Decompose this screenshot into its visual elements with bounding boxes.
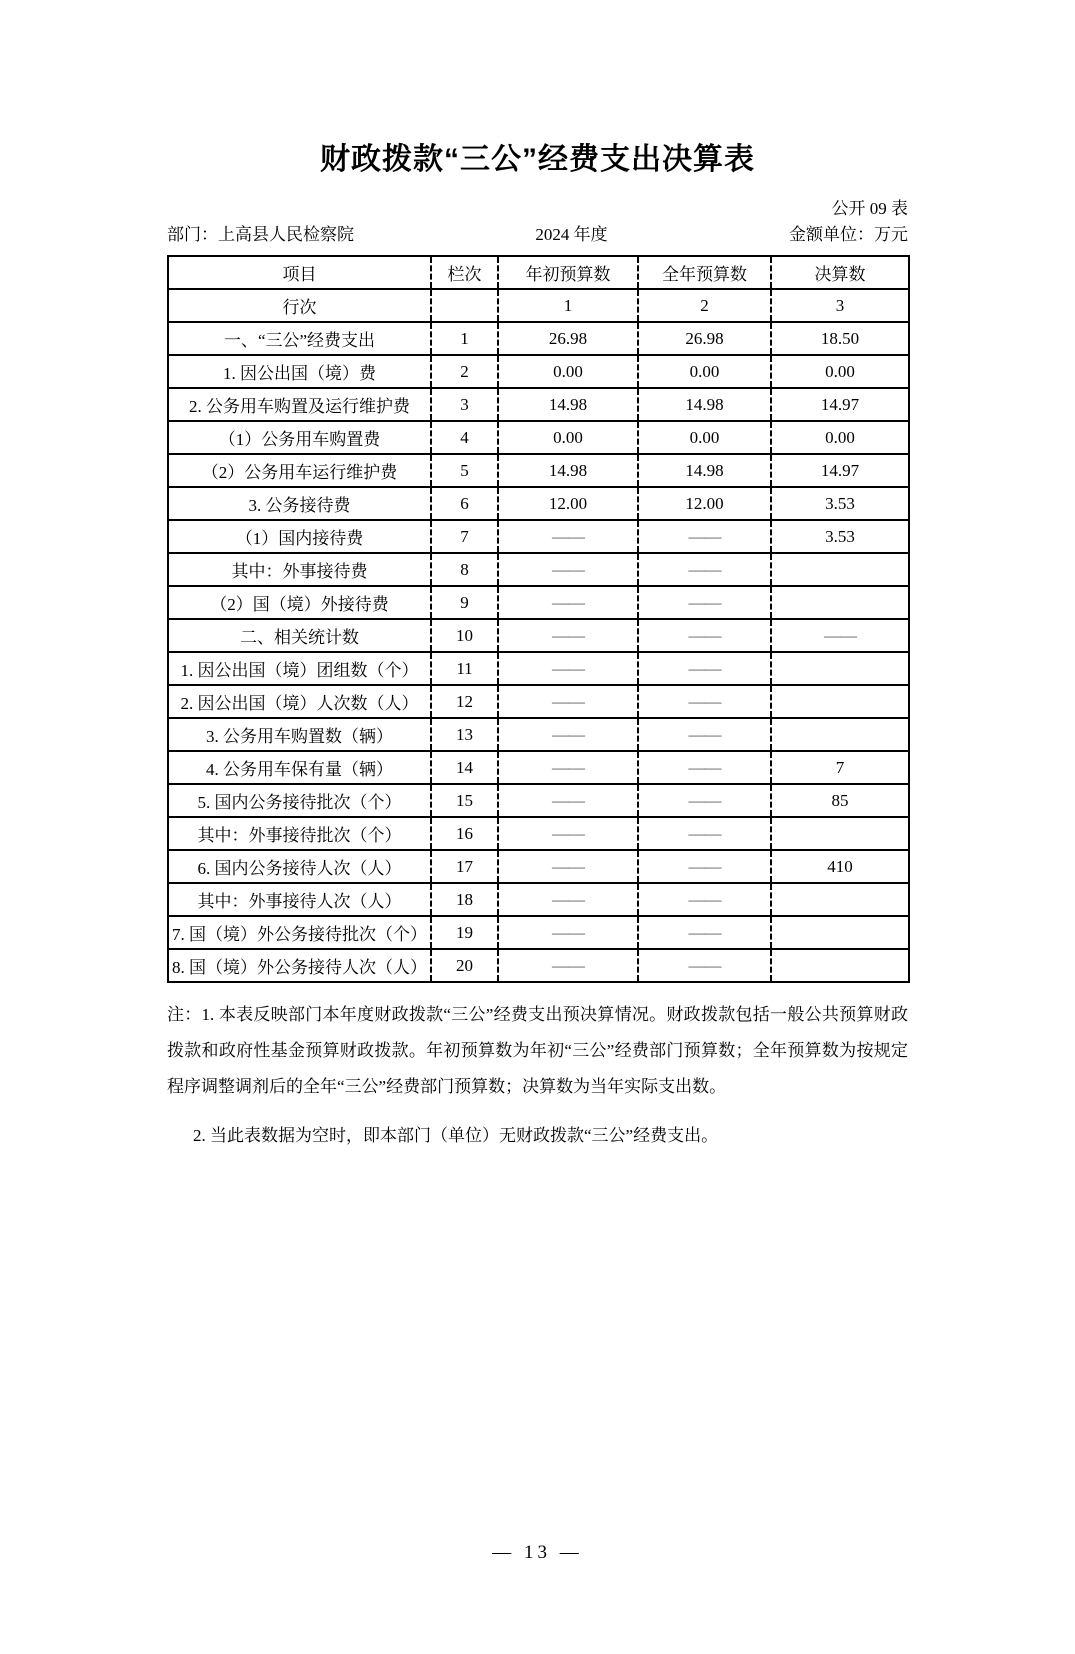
annual-budget-value: ——	[638, 586, 771, 619]
table-row	[168, 916, 909, 949]
final-accounts-value	[771, 586, 909, 619]
line-number: 17	[431, 850, 498, 883]
annual-budget-value: 0.00	[638, 421, 771, 454]
table-row	[168, 718, 909, 751]
final-accounts-value	[771, 652, 909, 685]
annual-budget-value: ——	[638, 520, 771, 553]
initial-budget-value: 12.00	[498, 487, 638, 520]
annual-budget-value: ——	[638, 718, 771, 751]
annual-budget-value: ——	[638, 685, 771, 718]
column-header-row	[168, 256, 909, 289]
table-row	[168, 322, 909, 355]
table-row	[168, 553, 909, 586]
item-label: 1. 因公出国（境）团组数（个）	[168, 652, 431, 685]
form-code: 公开 09 表	[831, 199, 908, 218]
line-number: 15	[431, 784, 498, 817]
line-number: 8	[431, 553, 498, 586]
final-accounts-value	[771, 817, 909, 850]
col-header-final-accounts: 决算数	[771, 256, 909, 289]
annual-budget-value: 0.00	[638, 355, 771, 388]
item-label: 4. 公务用车保有量（辆）	[168, 751, 431, 784]
initial-budget-value: ——	[498, 619, 638, 652]
line-number: 12	[431, 685, 498, 718]
annual-budget-value: ——	[638, 652, 771, 685]
final-accounts-value: 0.00	[771, 421, 909, 454]
initial-budget-value: ——	[498, 949, 638, 982]
notes-section	[167, 997, 908, 1154]
item-label: 1. 因公出国（境）费	[168, 355, 431, 388]
annual-budget-value: ——	[638, 916, 771, 949]
item-label: （1）国内接待费	[168, 520, 431, 553]
line-header-col-3: 3	[771, 289, 909, 322]
annual-budget-value: ——	[638, 619, 771, 652]
final-accounts-value: 410	[771, 850, 909, 883]
item-label: （1）公务用车购置费	[168, 421, 431, 454]
table-row	[168, 685, 909, 718]
item-label: 6. 国内公务接待人次（人）	[168, 850, 431, 883]
item-label: 二、相关统计数	[168, 619, 431, 652]
final-accounts-value	[771, 949, 909, 982]
final-accounts-value	[771, 916, 909, 949]
initial-budget-value: ——	[498, 751, 638, 784]
amount-unit-label: 金额单位：万元	[789, 225, 908, 244]
final-accounts-value: 18.50	[771, 322, 909, 355]
table-row	[168, 652, 909, 685]
line-number: 19	[431, 916, 498, 949]
final-accounts-value	[771, 685, 909, 718]
table-row	[168, 520, 909, 553]
initial-budget-value: ——	[498, 685, 638, 718]
line-number: 11	[431, 652, 498, 685]
initial-budget-value: 0.00	[498, 355, 638, 388]
line-number: 3	[431, 388, 498, 421]
annual-budget-value: 14.98	[638, 454, 771, 487]
initial-budget-value: ——	[498, 652, 638, 685]
item-label: 7. 国（境）外公务接待批次（个）	[168, 916, 431, 949]
initial-budget-value: ——	[498, 553, 638, 586]
final-accounts-value	[771, 718, 909, 751]
table-row	[168, 883, 909, 916]
item-label: （2）公务用车运行维护费	[168, 454, 431, 487]
table-row	[168, 949, 909, 982]
line-number: 10	[431, 619, 498, 652]
final-accounts-value: ——	[771, 619, 909, 652]
table-row	[168, 586, 909, 619]
item-label: 3. 公务接待费	[168, 487, 431, 520]
line-number-header-row	[168, 289, 909, 322]
final-accounts-value: 3.53	[771, 520, 909, 553]
line-number: 1	[431, 322, 498, 355]
line-number: 6	[431, 487, 498, 520]
item-label: （2）国（境）外接待费	[168, 586, 431, 619]
table-row	[168, 454, 909, 487]
line-number: 18	[431, 883, 498, 916]
item-label: 3. 公务用车购置数（辆）	[168, 718, 431, 751]
line-number: 13	[431, 718, 498, 751]
col-header-initial-budget: 年初预算数	[498, 256, 638, 289]
line-number: 16	[431, 817, 498, 850]
annual-budget-value: ——	[638, 883, 771, 916]
table-row	[168, 784, 909, 817]
note-2: 2. 当此表数据为空时，即本部门（单位）无财政拨款“三公”经费支出。	[193, 1126, 719, 1145]
initial-budget-value: 0.00	[498, 421, 638, 454]
page-title: 财政拨款“三公”经费支出决算表	[320, 143, 755, 176]
final-accounts-value	[771, 553, 909, 586]
initial-budget-value: ——	[498, 784, 638, 817]
table-row	[168, 487, 909, 520]
initial-budget-value: ——	[498, 718, 638, 751]
initial-budget-value: 14.98	[498, 388, 638, 421]
line-number: 9	[431, 586, 498, 619]
line-number: 2	[431, 355, 498, 388]
final-accounts-value: 0.00	[771, 355, 909, 388]
three-public-expense-table	[167, 255, 910, 983]
department-label: 部门：上高县人民检察院	[167, 225, 354, 244]
table-row	[168, 751, 909, 784]
initial-budget-value: 14.98	[498, 454, 638, 487]
final-accounts-value: 14.97	[771, 454, 909, 487]
col-header-annual-budget: 全年预算数	[638, 256, 771, 289]
line-number: 5	[431, 454, 498, 487]
item-label: 2. 公务用车购置及运行维护费	[168, 388, 431, 421]
annual-budget-value: ——	[638, 751, 771, 784]
line-header-label: 行次	[168, 289, 431, 322]
annual-budget-value: ——	[638, 817, 771, 850]
initial-budget-value: ——	[498, 916, 638, 949]
line-header-blank-cell	[431, 289, 498, 322]
item-label: 2. 因公出国（境）人次数（人）	[168, 685, 431, 718]
final-accounts-value: 85	[771, 784, 909, 817]
annual-budget-value: ——	[638, 553, 771, 586]
initial-budget-value: ——	[498, 883, 638, 916]
item-label: 其中：外事接待批次（个）	[168, 817, 431, 850]
line-header-col-1: 1	[498, 289, 638, 322]
line-number: 20	[431, 949, 498, 982]
annual-budget-value: 12.00	[638, 487, 771, 520]
final-accounts-value: 14.97	[771, 388, 909, 421]
annual-budget-value: ——	[638, 784, 771, 817]
col-header-line-no: 栏次	[431, 256, 498, 289]
final-accounts-value: 3.53	[771, 487, 909, 520]
line-number: 14	[431, 751, 498, 784]
table-row	[168, 850, 909, 883]
item-label: 8. 国（境）外公务接待人次（人）	[168, 949, 431, 982]
fiscal-year-label: 2024 年度	[535, 225, 608, 244]
col-header-item: 项目	[168, 256, 431, 289]
table-row	[168, 355, 909, 388]
line-number: 7	[431, 520, 498, 553]
table-row	[168, 388, 909, 421]
initial-budget-value: ——	[498, 520, 638, 553]
item-label: 5. 国内公务接待批次（个）	[168, 784, 431, 817]
initial-budget-value: ——	[498, 850, 638, 883]
final-accounts-value	[771, 883, 909, 916]
report-sheet	[167, 198, 908, 1154]
line-header-col-2: 2	[638, 289, 771, 322]
item-label: 其中：外事接待人次（人）	[168, 883, 431, 916]
table-row	[168, 817, 909, 850]
annual-budget-value: 26.98	[638, 322, 771, 355]
page-number: — 13 —	[492, 1542, 583, 1563]
document-page	[0, 134, 1075, 1654]
annual-budget-value: 14.98	[638, 388, 771, 421]
initial-budget-value: ——	[498, 817, 638, 850]
annual-budget-value: ——	[638, 850, 771, 883]
final-accounts-value: 7	[771, 751, 909, 784]
initial-budget-value: 26.98	[498, 322, 638, 355]
table-row	[168, 619, 909, 652]
item-label: 一、“三公”经费支出	[168, 322, 431, 355]
meta-row	[167, 223, 908, 247]
line-number: 4	[431, 421, 498, 454]
annual-budget-value: ——	[638, 949, 771, 982]
item-label: 其中：外事接待费	[168, 553, 431, 586]
initial-budget-value: ——	[498, 586, 638, 619]
table-row	[168, 421, 909, 454]
note-1: 注：1. 本表反映部门本年度财政拨款“三公”经费支出预决算情况。财政拨款包括一般公共预算财政拨款和政府性基金预算财政拨款。年初预算数为年初“三公”经费部门预算数；全年预算数为按规定程序调整调剂后的全年“三公”经费部门预算数；决算数为当年实际支出数。	[167, 1005, 908, 1096]
